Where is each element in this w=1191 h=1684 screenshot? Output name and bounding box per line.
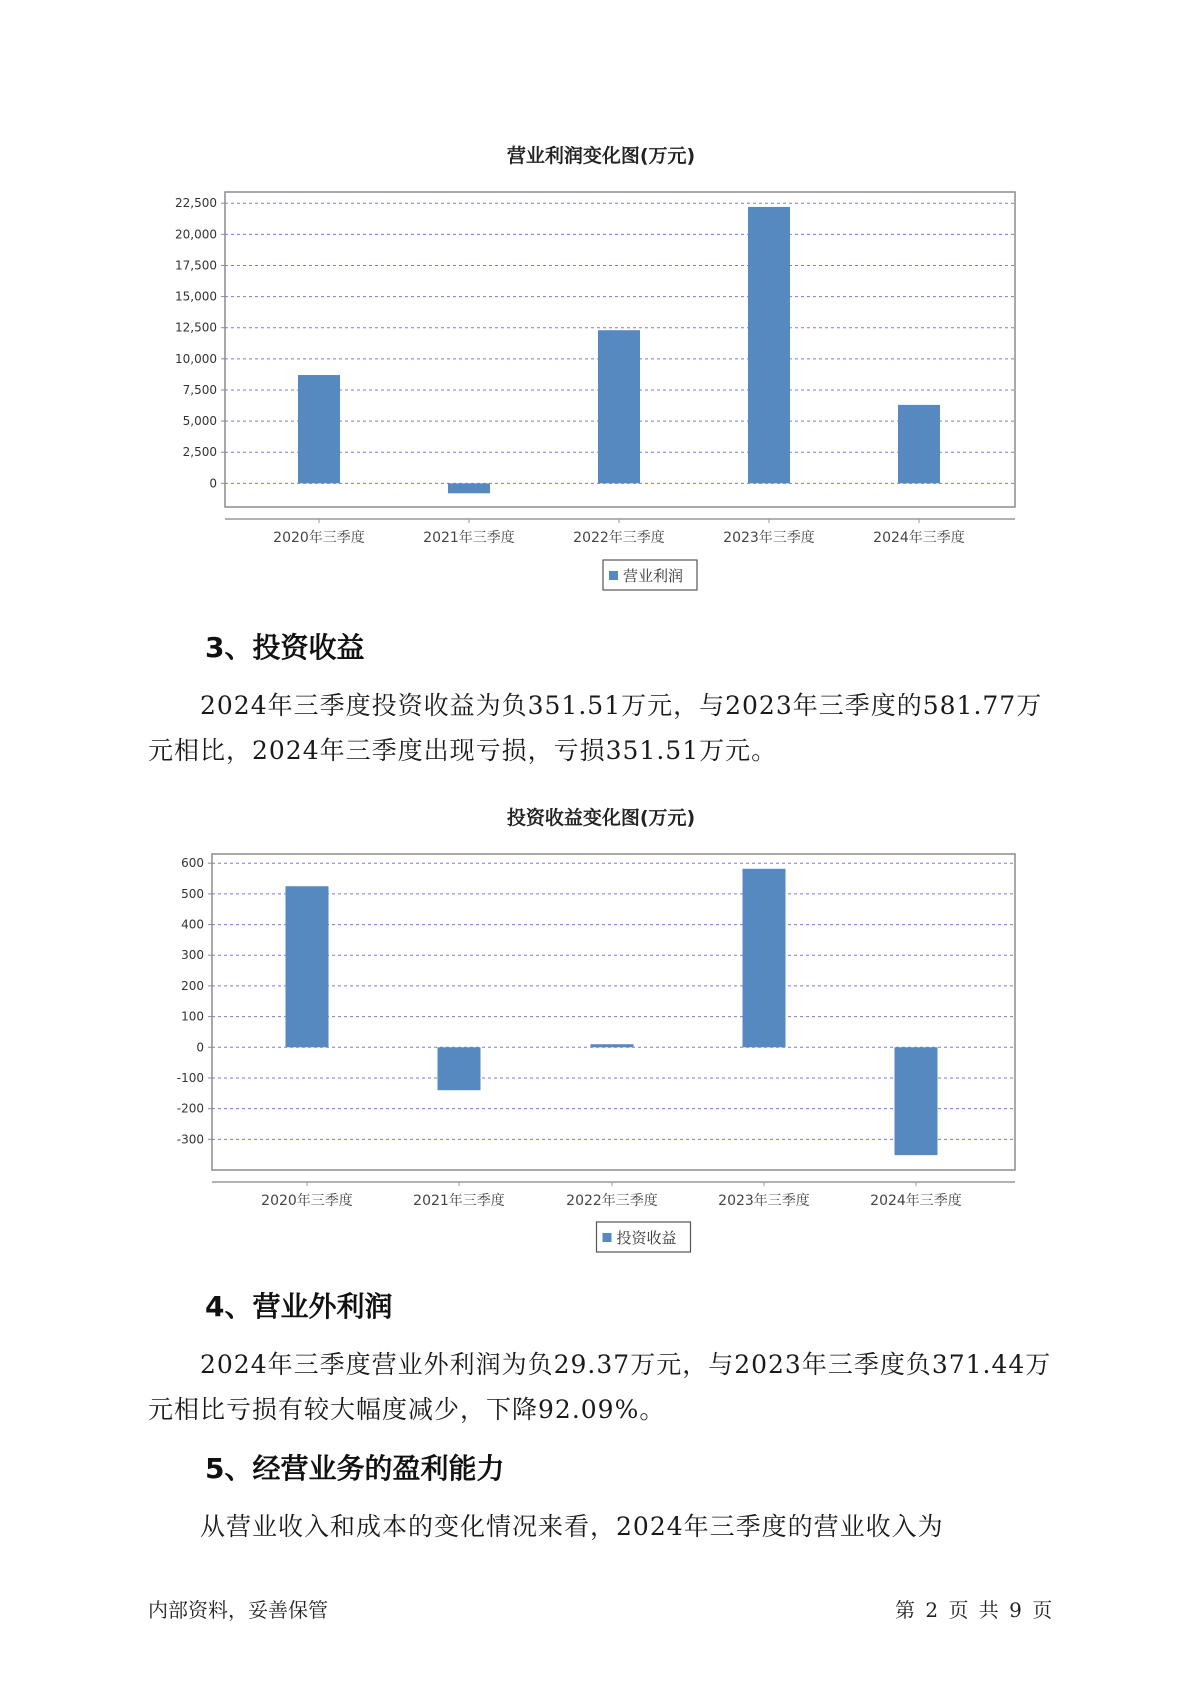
x-tick-label: 2020年三季度: [261, 1193, 353, 1209]
section-5-paragraph: [148, 1504, 1068, 1549]
section-4-line-1: 2024年三季度营业外利润为负29.37万元，与2023年三季度负371.44万: [200, 1350, 1052, 1379]
bar-2021年三季度: [448, 483, 490, 493]
footer-page-number: 第 2 页 共 9 页: [895, 1598, 1053, 1622]
section-4-paragraph: [148, 1342, 1068, 1432]
y-tick-label: 5,000: [182, 414, 217, 429]
section-3-line-1: 2024年三季度投资收益为负351.51万元，与2023年三季度的581.77万: [200, 691, 1043, 720]
x-tick-label: 2023年三季度: [723, 530, 815, 546]
y-tick-label: -300: [176, 1132, 204, 1147]
y-tick-label: 22,500: [175, 196, 217, 211]
bar-2020年三季度: [298, 375, 340, 483]
x-tick-label: 2024年三季度: [870, 1193, 962, 1209]
y-tick-label: 12,500: [175, 320, 217, 335]
operating-profit-chart-svg: [0, 130, 1191, 600]
legend-swatch: [609, 571, 618, 580]
y-tick-label: 300: [181, 948, 204, 963]
y-tick-label: 400: [181, 917, 204, 932]
operating-profit-chart: [0, 130, 1191, 600]
bar-2022年三季度: [598, 330, 640, 483]
chart-title: 投资收益变化图(万元): [506, 807, 696, 829]
bar-2023年三季度: [743, 869, 786, 1047]
x-tick-label: 2024年三季度: [873, 530, 965, 546]
x-tick-label: 2022年三季度: [573, 530, 665, 546]
y-tick-label: 0: [209, 476, 217, 491]
bar-2024年三季度: [898, 405, 940, 483]
investment-income-chart-svg: [0, 792, 1191, 1262]
legend-label: 营业利润: [623, 567, 684, 585]
y-tick-label: 600: [181, 856, 204, 871]
section-3-line-2: 元相比，2024年三季度出现亏损，亏损351.51万元。: [148, 736, 778, 765]
y-tick-label: 7,500: [182, 382, 217, 397]
x-tick-label: 2022年三季度: [566, 1193, 658, 1209]
section-3-paragraph: [148, 683, 1068, 773]
x-tick-label: 2021年三季度: [413, 1193, 505, 1209]
footer-confidential-note: 内部资料，妥善保管: [148, 1598, 328, 1622]
y-tick-label: 10,000: [175, 351, 217, 366]
section-4-line-2: 元相比亏损有较大幅度减少，下降92.09%。: [148, 1395, 666, 1424]
y-tick-label: 17,500: [175, 258, 217, 273]
y-tick-label: 500: [181, 886, 204, 901]
legend-swatch: [603, 1233, 612, 1242]
chart-title: 营业利润变化图(万元): [506, 145, 696, 167]
x-tick-label: 2020年三季度: [273, 530, 365, 546]
bar-2023年三季度: [748, 207, 790, 483]
investment-income-chart: [0, 792, 1191, 1262]
section-5-line-1: 从营业收入和成本的变化情况来看，2024年三季度的营业收入为: [200, 1512, 944, 1541]
bar-2020年三季度: [286, 886, 329, 1047]
legend-label: 投资收益: [616, 1229, 677, 1247]
bar-2021年三季度: [438, 1047, 481, 1090]
x-tick-label: 2023年三季度: [718, 1193, 810, 1209]
section-3-heading: 3、投资收益: [205, 631, 365, 664]
section-4-heading: 4、营业外利润: [205, 1290, 393, 1323]
y-tick-label: 2,500: [182, 445, 217, 460]
section-5-heading: 5、经营业务的盈利能力: [205, 1452, 505, 1485]
y-tick-label: -100: [176, 1070, 204, 1085]
bar-2024年三季度: [895, 1047, 938, 1155]
y-tick-label: 100: [181, 1009, 204, 1024]
y-tick-label: -200: [176, 1101, 204, 1116]
y-tick-label: 0: [196, 1040, 204, 1055]
y-tick-label: 20,000: [175, 227, 217, 242]
y-tick-label: 200: [181, 978, 204, 993]
y-tick-label: 15,000: [175, 289, 217, 304]
bar-2022年三季度: [591, 1044, 634, 1047]
x-tick-label: 2021年三季度: [423, 530, 515, 546]
